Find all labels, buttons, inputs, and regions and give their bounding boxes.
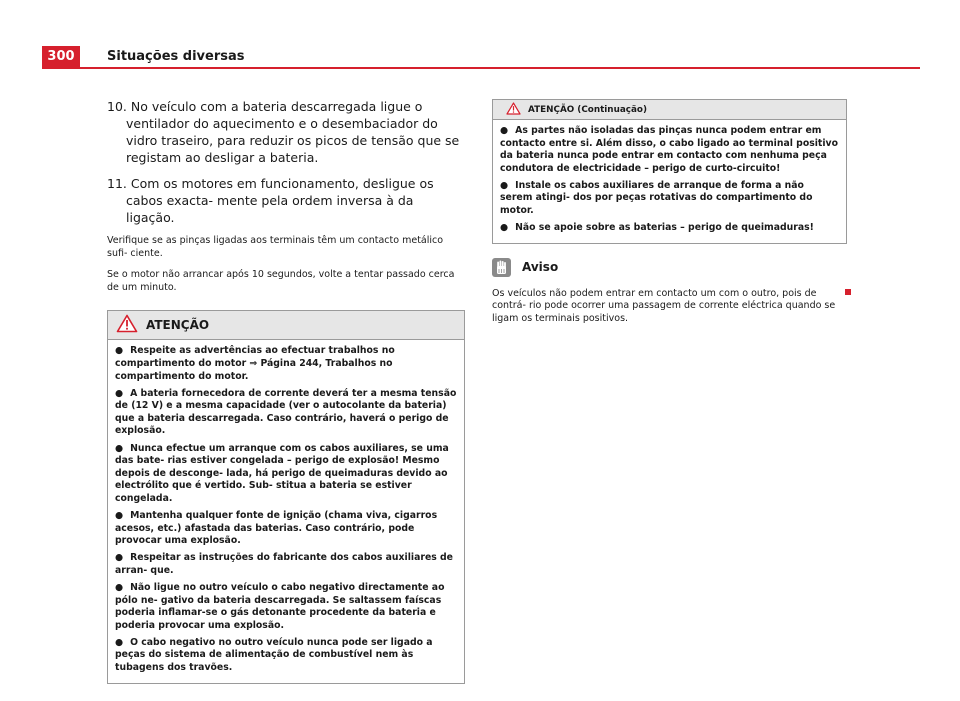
bullet-dot: ● (500, 222, 509, 234)
right-column (492, 99, 847, 335)
bullet-dot: ● (115, 510, 124, 521)
bullet-dot: ● (115, 345, 124, 357)
warning-continued-box (492, 99, 847, 244)
warning-item-text: Respeite as advertências ao efectuar trabalhos no compartimento do motor ⇒ Página 244, Trabalhos no compartimento do motor. (115, 345, 395, 382)
warning-body (108, 340, 464, 683)
warning-item (115, 582, 457, 632)
note-text: Os veículos não podem entrar em contacto um com o outro, pois de contrá- rio pode ocorrer uma passagem de corrente eléctrica quando se ligam os terminais positivos. (492, 287, 836, 324)
warning-title: ATENÇÃO (146, 318, 210, 333)
bullet-dot: ● (500, 125, 509, 136)
left-column (107, 98, 465, 684)
section-title: Situações diversas (107, 49, 245, 64)
warning-box (107, 310, 465, 684)
warning-item (115, 388, 457, 438)
note-title: Aviso (522, 260, 559, 275)
warning-item (115, 345, 457, 383)
bullet-dot: ● (115, 552, 124, 564)
section-end-marker (845, 289, 851, 295)
warning-item (115, 637, 457, 675)
warning-item (115, 510, 457, 548)
bullet-dot: ● (115, 581, 124, 593)
warning-item (115, 443, 457, 506)
bullet-dot: ● (115, 442, 124, 454)
warning-item (500, 180, 839, 218)
warning-triangle-icon (116, 314, 138, 337)
paragraph-contact: Verifique se as pinças ligadas aos terminais têm um contacto metálico sufi- ciente. (107, 235, 444, 259)
note-header (492, 256, 847, 278)
warning-item-text: A bateria fornecedora de corrente deverá ter a mesma tensão de (12 V) e a mesma capacidade (ver o autocolante da bateria) que a bateria descarregada. Caso contrário, haverá o perigo de explosão. (115, 387, 457, 437)
bullet-dot: ● (500, 179, 509, 191)
bullet-dot: ● (115, 636, 124, 648)
warning-item (500, 125, 839, 175)
step-10: 10. No veículo com a bateria descarregada ligue o ventilador do aquecimento e o desembaciador do vidro traseiro, para reduzir os picos de tensão que se registam ao desligar a bateria. (107, 99, 460, 165)
warning-item (115, 552, 457, 577)
warning-continued-header (493, 100, 846, 120)
warning-item (500, 222, 839, 235)
header-rule (42, 67, 920, 69)
warning-item-text: Mantenha qualquer fonte de ignição (chama viva, cigarros acesos, etc.) afastada das baterias. Caso contrário, pode provocar uma explosão. (115, 510, 438, 547)
warning-item-text: Não se apoie sobre as baterias – perigo de queimaduras! (515, 222, 814, 234)
note-section (492, 256, 847, 325)
warning-item-text: O cabo negativo no outro veículo nunca pode ser ligado a peças do sistema de alimentação de combustível nem às tubagens dos travões. (115, 636, 433, 674)
page-number: 300 (42, 46, 80, 68)
warning-item-text: Não ligue no outro veículo o cabo negativo directamente ao pólo ne- gativo da bateria descarregada. Se saltassem faíscas poderia inflamar-se o gás detonante procedente da bateria e poderia provocar uma explosão. (115, 581, 445, 631)
warning-header (108, 311, 464, 340)
note-hand-icon (492, 258, 511, 277)
warning-item-text: Respeitar as instruções do fabricante dos cabos auxiliares de arran- que. (115, 552, 453, 576)
warning-continued-body (493, 120, 846, 243)
warning-item-text: Nunca efectue um arranque com os cabos auxiliares, se uma das bate- rias estiver congelada – perigo de explosão! Mesmo depois de desconge- lada, há perigo de queimaduras devido ao electrólito que é vertido. Sub- stitua a bateria se estiver congelada. (115, 442, 449, 504)
paragraph-retry: Se o motor não arrancar após 10 segundos, volte a tentar passado cerca de um minuto. (107, 269, 455, 293)
bullet-dot: ● (115, 387, 124, 399)
warning-item-text: Instale os cabos auxiliares de arranque de forma a não serem atingi- dos por peças rotativas do compartimento do motor. (500, 179, 813, 217)
warning-triangle-icon (506, 100, 521, 119)
page-header (0, 0, 960, 70)
warning-item-text: As partes não isoladas das pinças nunca podem entrar em contacto entre si. Além disso, o cabo ligado ao terminal positivo da bateria nunca pode entrar em contacto com nenhuma peça condutora de electricidade – perigo de curto-circuito! (500, 125, 839, 174)
warning-continued-title: ATENÇÃO (Continuação) (528, 104, 647, 115)
step-11: 11. Com os motores em funcionamento, desligue os cabos exacta- mente pela ordem inversa à da ligação. (107, 176, 434, 225)
